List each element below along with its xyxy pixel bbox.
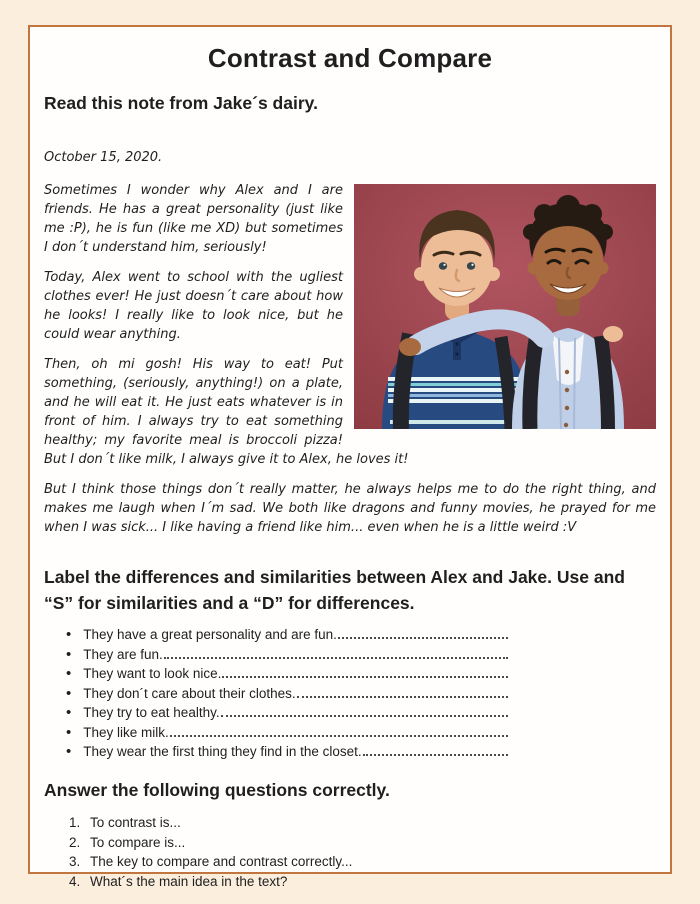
answer-blank[interactable] (170, 723, 508, 737)
list-item (66, 625, 508, 644)
list-item-text: • They wear the first thing they find in the closet. (83, 744, 362, 759)
page-title: Contrast and Compare (207, 43, 493, 73)
answer-blank[interactable] (338, 625, 508, 639)
question-item: 3. The key to compare and contrast correctly... (84, 852, 656, 872)
answer-blank[interactable] (363, 742, 508, 756)
answer-blank[interactable] (297, 684, 508, 698)
diary-note (44, 148, 656, 548)
label-heading: Label the differences and similarities between Alex and Jake. Use and “S” for similarities and a “D” for differences. (44, 567, 625, 613)
diary-paragraph: Sometimes I wonder why Alex and I are friends. He has a great personality (just like me :P), he is fun (like me XD) but sometimes I don´t understand him, seriously! (44, 183, 343, 255)
question-item: 1. To contrast is... (84, 813, 656, 833)
list-item-text: • They want to look nice. (83, 666, 222, 681)
list-item (66, 684, 508, 703)
list-item-text: • They have a great personality and are fun. (83, 627, 337, 642)
diary-paragraph: Today, Alex went to school with the ugliest clothes ever! He just doesn´t care about how he looks! I really like to look nice, but he could wear anything. (44, 270, 343, 342)
question-item: 4. What´s the main idea in the text? (84, 872, 656, 892)
list-item (66, 703, 508, 722)
diary-date: October 15, 2020. (44, 150, 163, 165)
questions-heading: Answer the following questions correctly. (44, 780, 390, 800)
list-item-text: • They don´t care about their clothes. (83, 685, 296, 701)
list-item-text: • They try to eat healthy. (83, 705, 220, 720)
list-item-text: • They are fun. (83, 646, 163, 662)
read-heading: Read this note from Jake´s dairy. (44, 93, 318, 113)
answer-blank[interactable] (222, 664, 508, 678)
boys-photo (354, 184, 656, 429)
list-item (66, 664, 508, 683)
worksheet-sheet (28, 25, 672, 889)
answer-blank[interactable] (164, 645, 508, 659)
list-item (66, 645, 508, 664)
similarities-differences-list (66, 625, 508, 761)
list-item (66, 723, 508, 742)
boys-photo-illustration (354, 184, 656, 429)
hand-right-boy (399, 338, 421, 356)
list-item-text: • They like milk. (83, 724, 169, 740)
answer-blank[interactable] (221, 703, 508, 717)
questions-list (44, 813, 656, 891)
diary-paragraph: But I think those things don´t really matter, he always helps me to do the right thing, and makes me laugh when I´m sad. We both like dragons and funny movies, he prayed for me when I was sick... I like having a friend like him... even when he is a little weird :V (44, 482, 656, 535)
list-item (66, 742, 508, 761)
question-item: 2. To compare is... (84, 833, 656, 853)
diary-paragraph: Then, oh mi gosh! His way to eat! Put something, (seriously, anything!) on a plate, and he will eat it. He just eats whatever is in front of him. I always try to eat something healthy; my favorite meal is broccoli pizza! But I don´t like milk, I always give it to Alex, he loves it! (44, 357, 409, 467)
hand-left-boy (603, 326, 623, 342)
